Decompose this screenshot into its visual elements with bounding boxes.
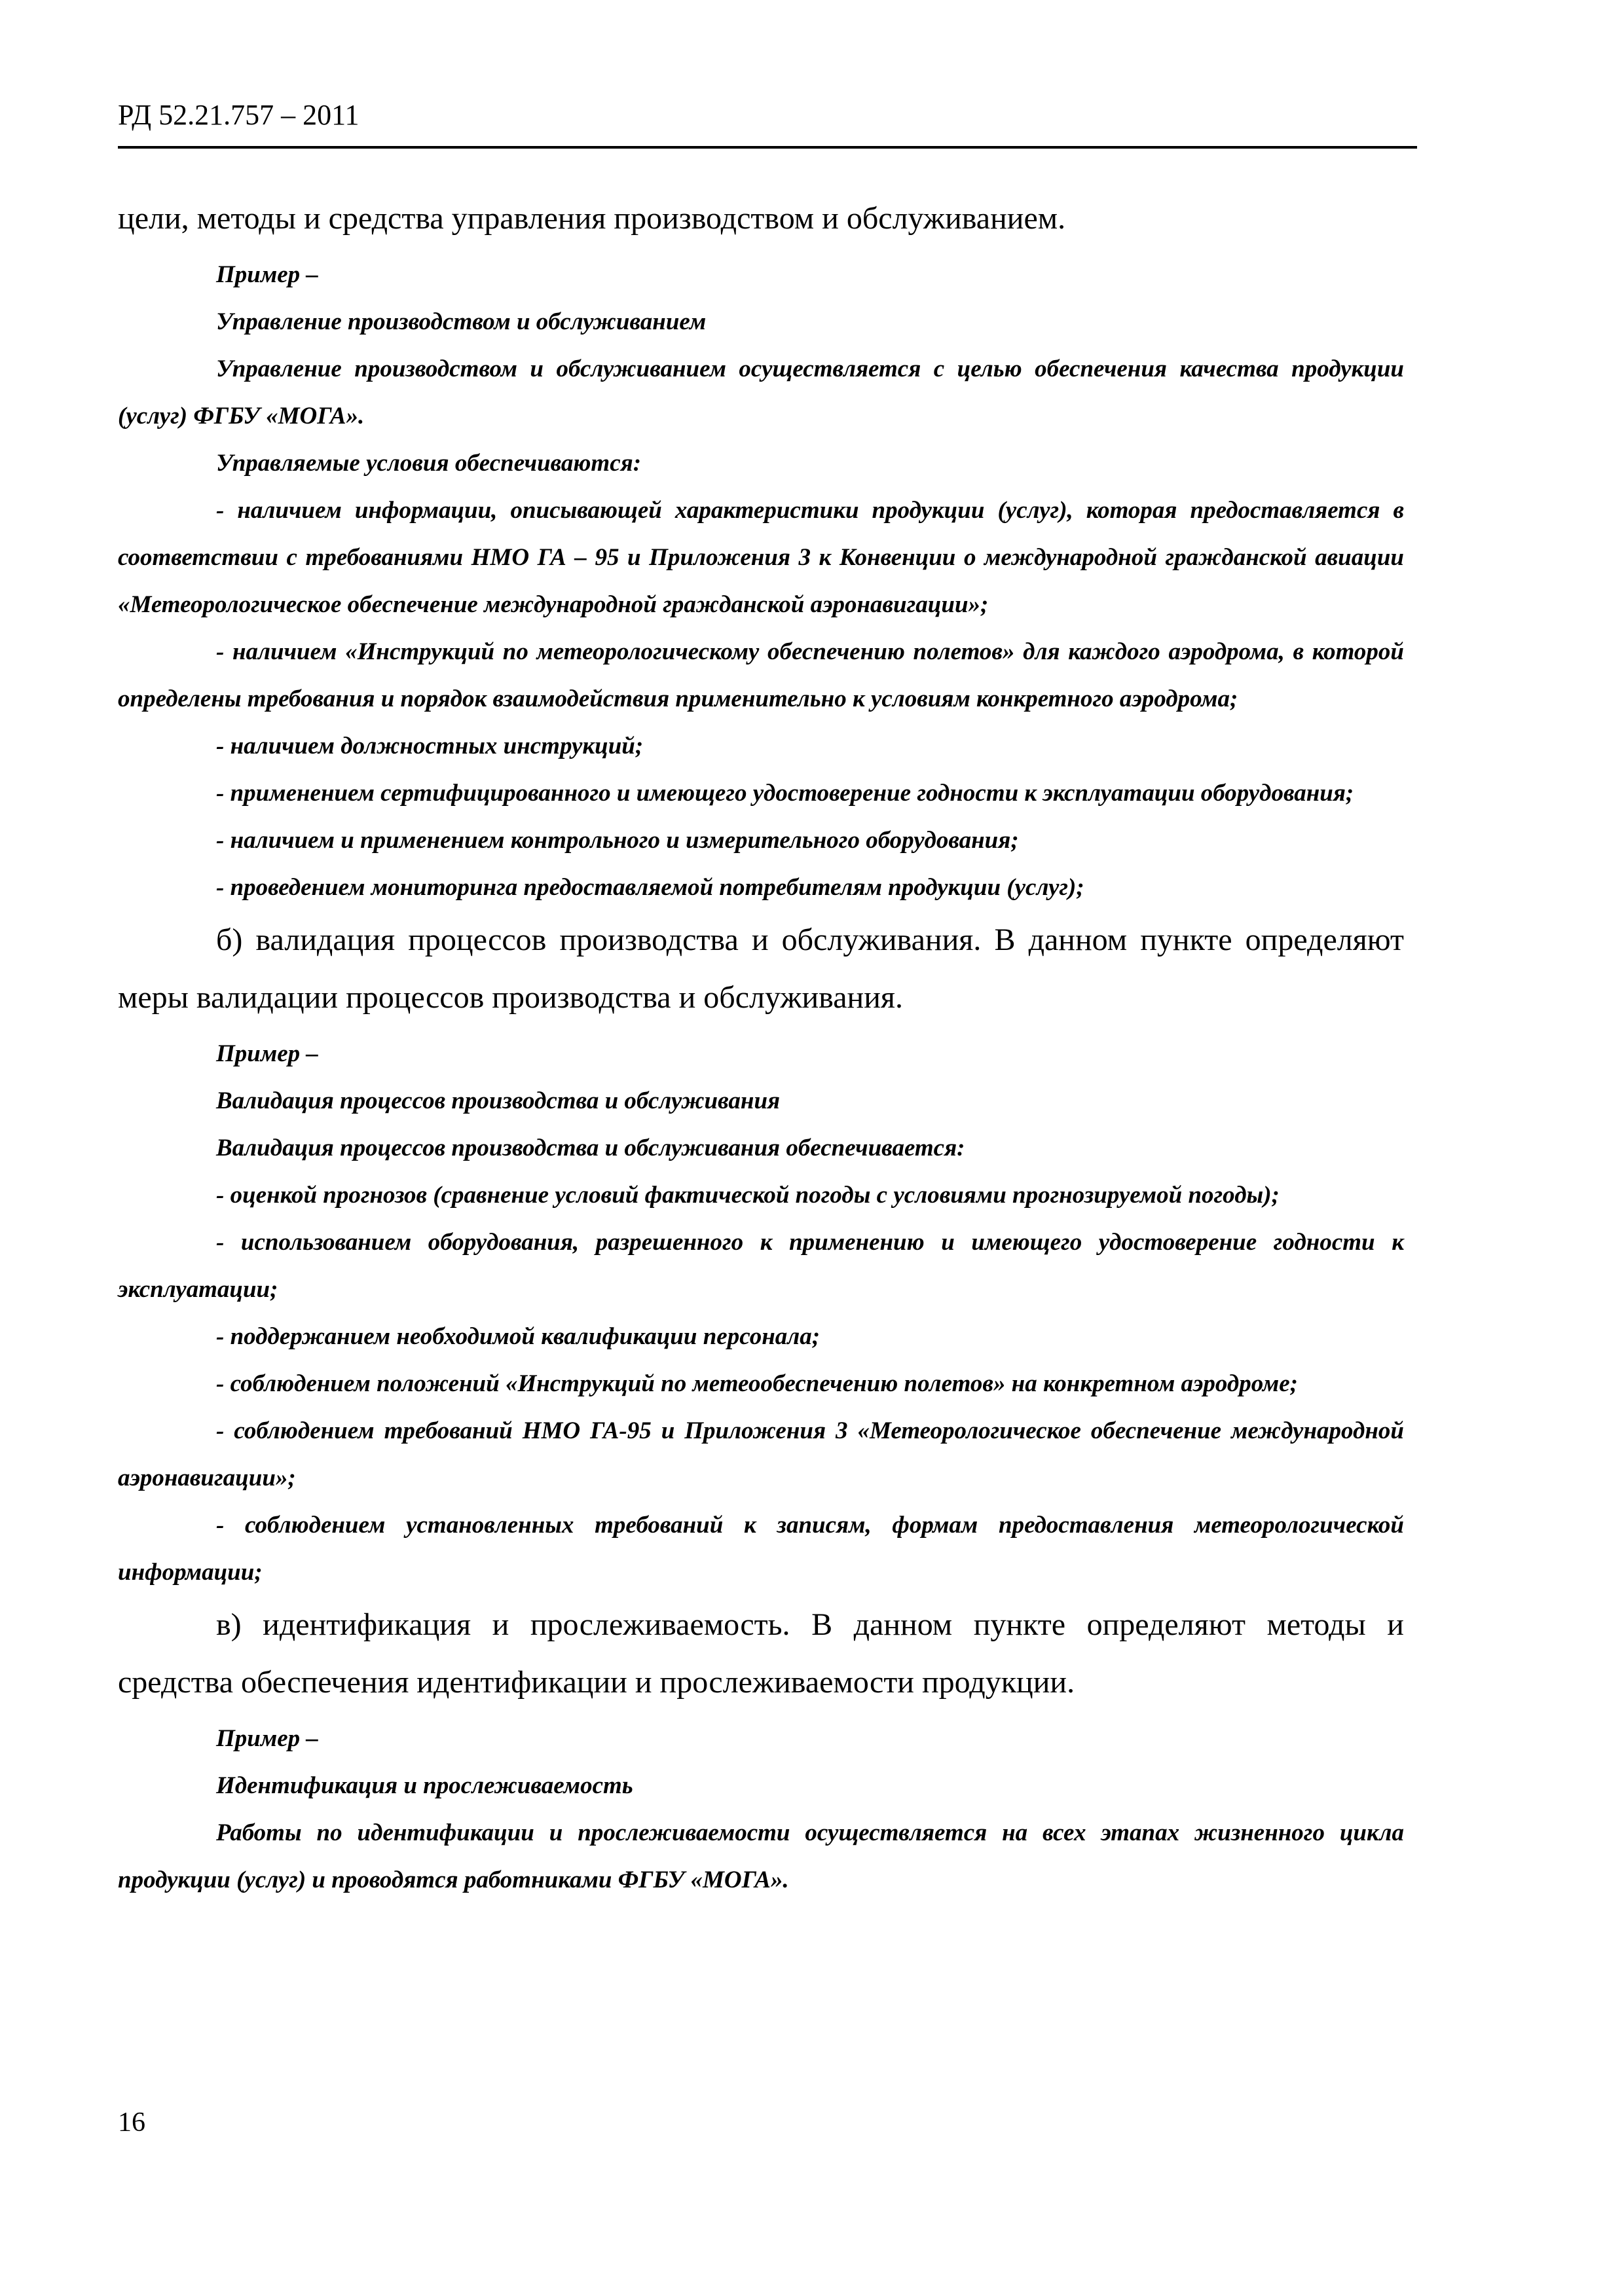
body-paragraph: цели, методы и средства управления производством и обслуживанием.: [118, 201, 1066, 236]
body-paragraph: в) идентификация и прослеживаемость. В данном пункте определяют методы и средства обеспечения идентификации и прослеживаемости продукции.: [118, 1607, 1404, 1700]
page-body: [118, 190, 1404, 1904]
example-paragraph: - использованием оборудования, разрешенного к применению и имеющего удостоверение годности к эксплуатации;: [118, 1229, 1404, 1303]
example-paragraph: - наличием «Инструкций по метеорологическому обеспечению полетов» для каждого аэродрома, в которой определены требования и порядок взаимодействия применительно к условиям конкретного аэродрома;: [118, 638, 1404, 712]
example-paragraph: - наличием должностных инструкций;: [216, 733, 644, 759]
example-paragraph: - наличием информации, описывающей характеристики продукции (услуг), которая предоставляется в соответствии с требованиями НМО ГА – 95 и Приложения 3 к Конвенции о международной гражданской авиации «Метеорологическое обеспечение международной гражданской аэронавигации»;: [118, 497, 1404, 618]
example-paragraph: - соблюдением установленных требований к записям, формам предоставления метеорологической информации;: [118, 1512, 1404, 1586]
example-paragraph: - оценкой прогнозов (сравнение условий фактической погоды с условиями прогнозируемой погоды);: [216, 1182, 1280, 1209]
document-code-header: РД 52.21.757 – 2011: [118, 99, 360, 131]
example-paragraph: - соблюдением требований НМО ГА-95 и Приложения 3 «Метеорологическое обеспечение международной аэронавигации»;: [118, 1417, 1404, 1491]
example-paragraph: Пример –: [216, 1725, 318, 1752]
example-paragraph: Управляемые условия обеспечиваются:: [216, 450, 642, 477]
header-rule: [118, 146, 1417, 149]
example-paragraph: Управление производством и обслуживанием осуществляется с целью обеспечения качества продукции (услуг) ФГБУ «МОГА».: [118, 355, 1404, 429]
example-paragraph: Работы по идентификации и прослеживаемости осуществляется на всех этапах жизненного цикла продукции (услуг) и проводятся работниками ФГБУ «МОГА».: [118, 1819, 1404, 1893]
example-paragraph: Валидация процессов производства и обслуживания: [216, 1087, 781, 1114]
page-number: 16: [118, 2107, 145, 2138]
body-paragraph: б) валидация процессов производства и обслуживания. В данном пункте определяют меры валидации процессов производства и обслуживания.: [118, 922, 1404, 1015]
example-paragraph: - соблюдением положений «Инструкций по метеообеспечению полетов» на конкретном аэродроме;: [216, 1370, 1298, 1397]
example-paragraph: Валидация процессов производства и обслуживания обеспечивается:: [216, 1135, 965, 1161]
example-paragraph: - поддержанием необходимой квалификации персонала;: [216, 1323, 821, 1350]
example-paragraph: Управление производством и обслуживанием: [216, 308, 707, 335]
example-paragraph: Пример –: [216, 1040, 318, 1067]
example-paragraph: Идентификация и прослеживаемость: [216, 1772, 633, 1799]
example-paragraph: - наличием и применением контрольного и измерительного оборудования;: [216, 827, 1019, 854]
example-paragraph: - применением сертифицированного и имеющего удостоверение годности к эксплуатации оборудования;: [216, 780, 1354, 807]
example-paragraph: - проведением мониторинга предоставляемой потребителям продукции (услуг);: [216, 874, 1084, 901]
example-paragraph: Пример –: [216, 261, 318, 288]
